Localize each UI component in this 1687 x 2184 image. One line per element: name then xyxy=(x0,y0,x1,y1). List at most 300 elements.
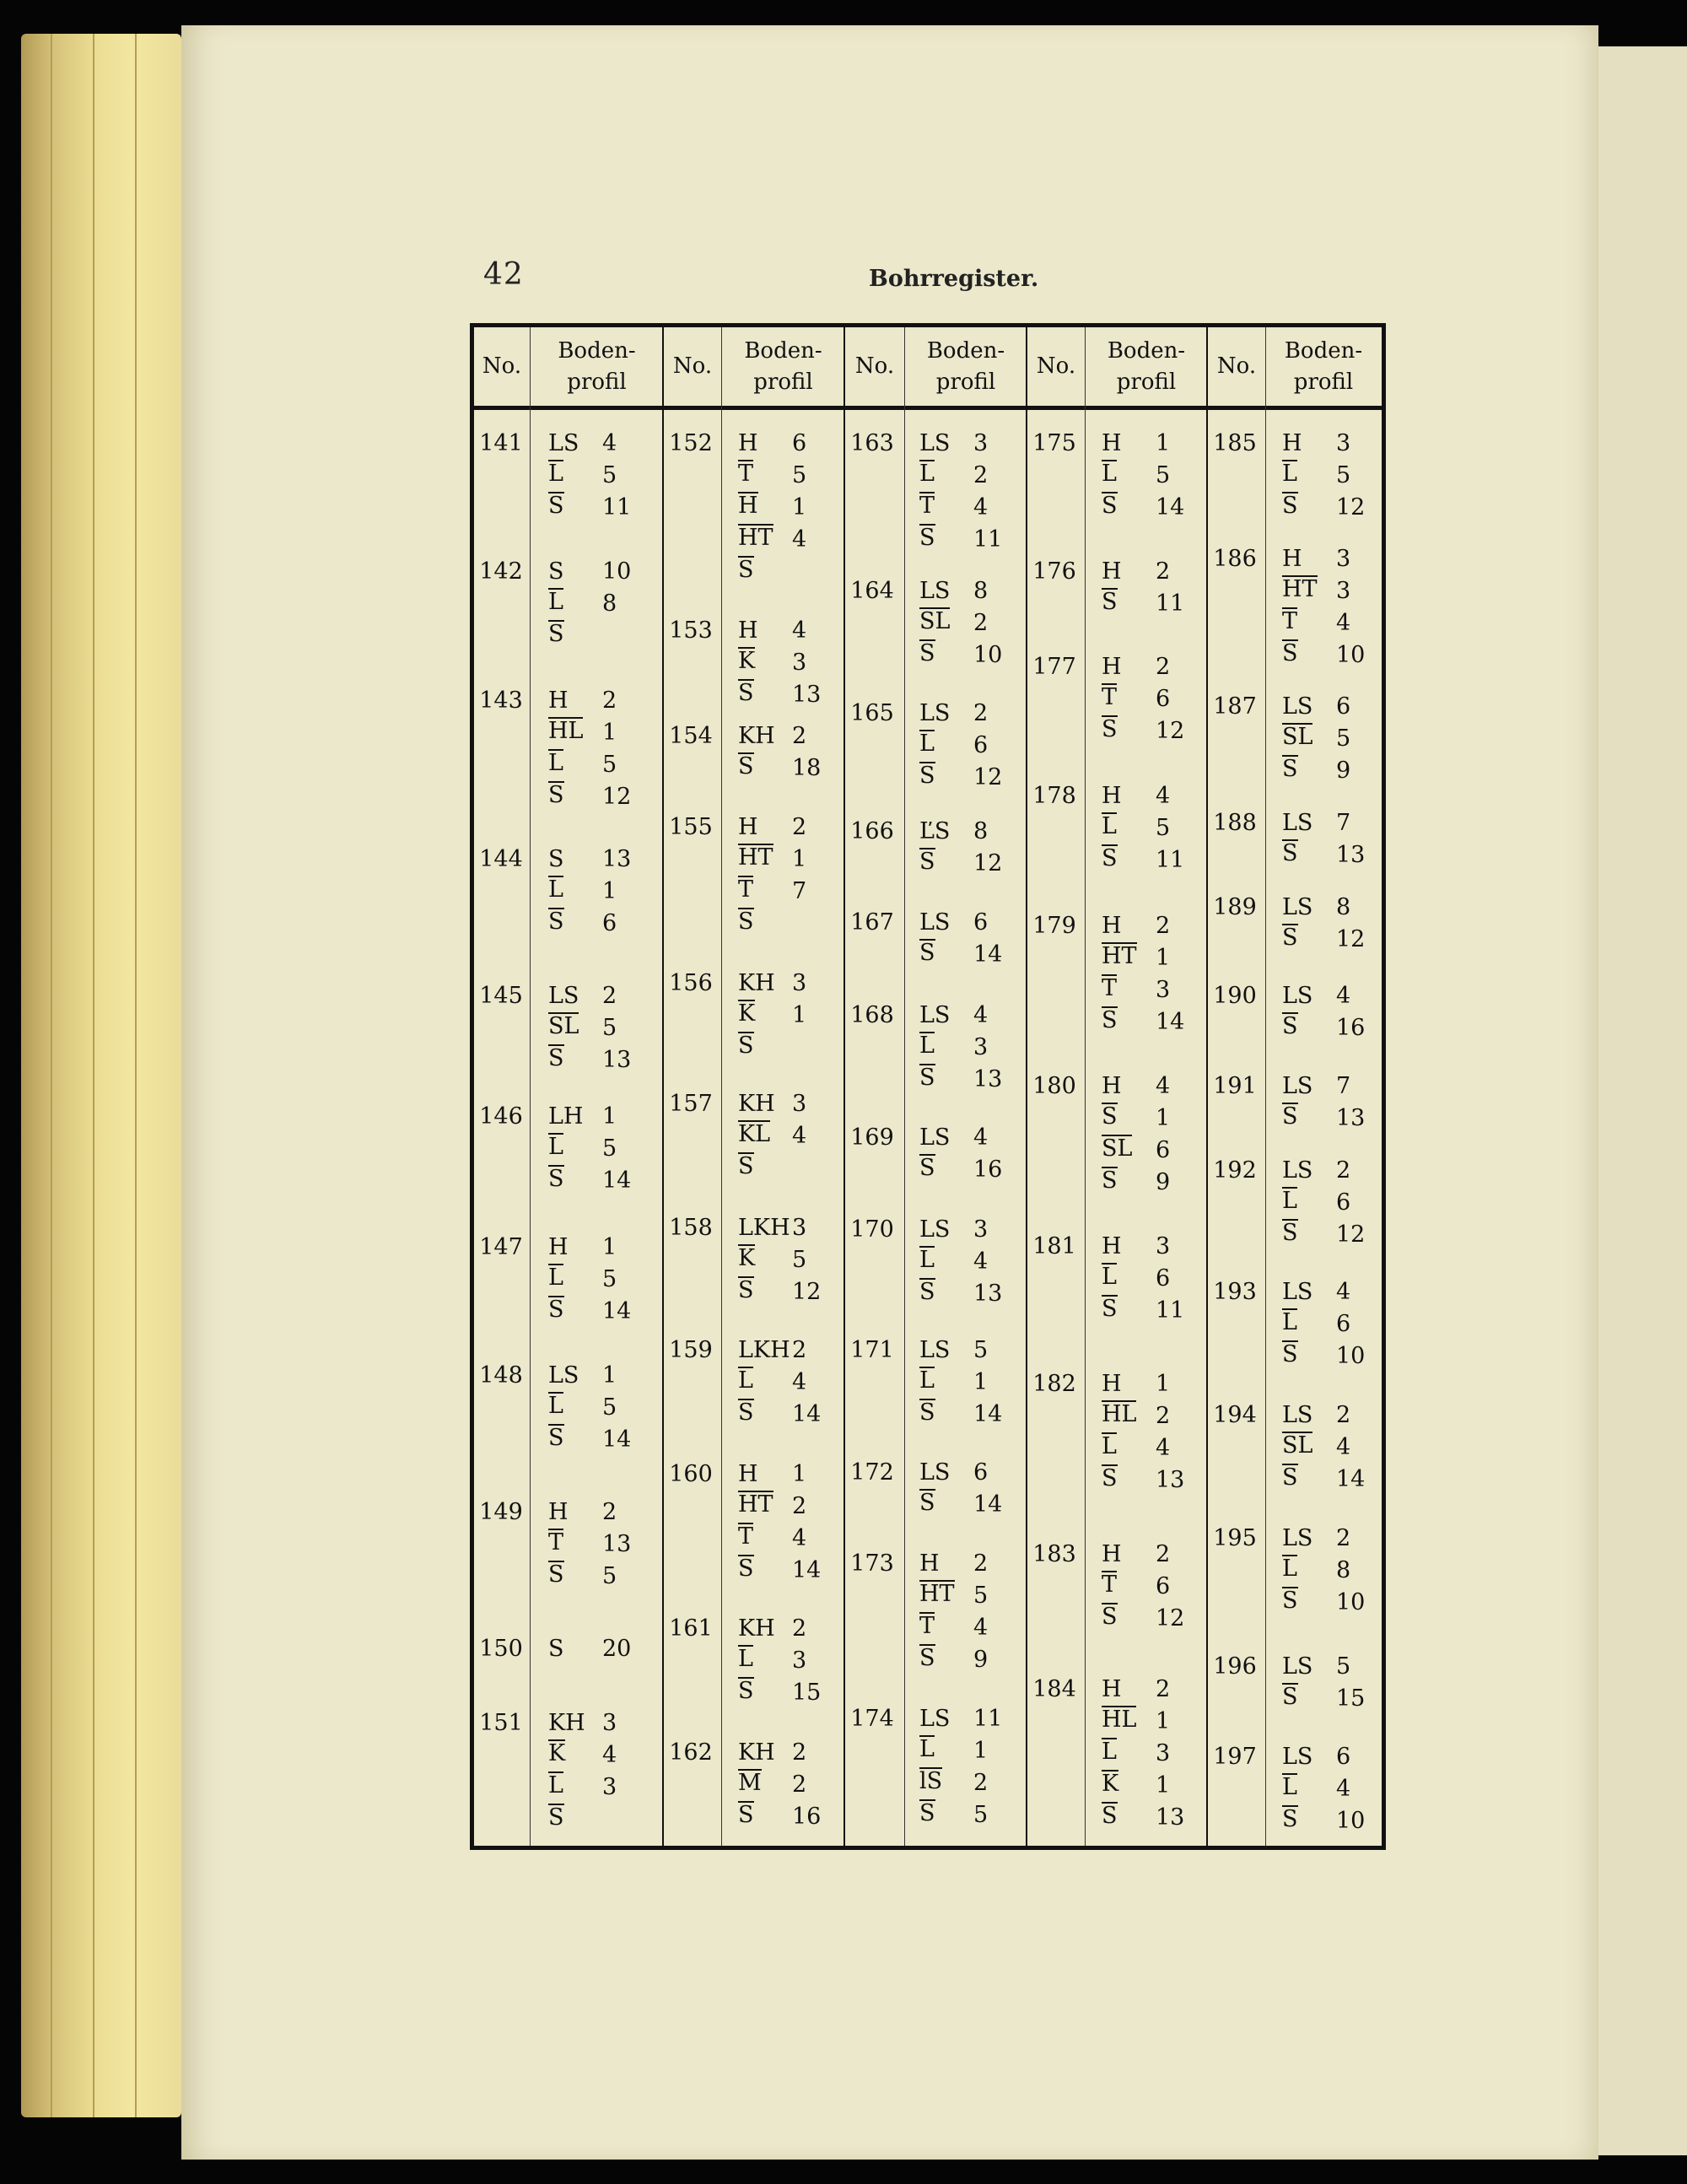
layer-symbol: LS xyxy=(1282,693,1313,720)
profile-layer xyxy=(548,1167,649,1200)
profile-layer xyxy=(548,430,649,462)
layer-depth: 3 xyxy=(1336,578,1351,604)
layer-symbol: S xyxy=(1102,493,1118,519)
layer-depth: 2 xyxy=(602,983,617,1009)
profile-layer xyxy=(1282,1744,1383,1776)
profile-layer xyxy=(1102,1541,1203,1573)
boring-number: 154 xyxy=(669,723,713,749)
layer-symbol: L xyxy=(919,1033,935,1059)
profile-layer xyxy=(548,590,649,623)
soil-profile xyxy=(548,846,649,942)
header-boden: Boden- xyxy=(744,338,822,364)
boring-number: 150 xyxy=(479,1636,523,1662)
layer-depth: 12 xyxy=(1336,926,1366,952)
profile-layer xyxy=(1102,1605,1203,1637)
profile-layer xyxy=(1282,1776,1383,1808)
layer-depth: 4 xyxy=(1336,1279,1351,1305)
profile-layer xyxy=(548,910,649,942)
profile-layer xyxy=(1282,430,1383,462)
layer-symbol: LS xyxy=(548,430,579,456)
profile-layer xyxy=(548,1806,649,1838)
soil-profile xyxy=(738,1337,839,1433)
layer-symbol: LS xyxy=(919,1002,951,1028)
header-bodenprofil xyxy=(721,327,845,406)
soil-profile xyxy=(919,1124,1021,1189)
layer-depth: 20 xyxy=(602,1636,632,1662)
layer-depth: 5 xyxy=(602,1135,617,1162)
layer-depth: 14 xyxy=(1336,1466,1366,1492)
profile-layer xyxy=(919,1337,1021,1369)
layer-depth: 14 xyxy=(602,1426,632,1453)
layer-depth: 5 xyxy=(1156,462,1171,488)
layer-symbol: S xyxy=(1102,845,1118,871)
layer-symbol: H xyxy=(1102,783,1122,809)
boring-number: 142 xyxy=(479,558,523,585)
profile-layer xyxy=(919,764,1021,796)
layer-symbol: L xyxy=(919,1367,935,1394)
layer-symbol: L xyxy=(548,750,563,776)
layer-depth: 5 xyxy=(602,1394,617,1421)
layer-symbol: S xyxy=(1282,640,1298,666)
boring-number: 155 xyxy=(669,814,713,840)
layer-depth: 5 xyxy=(1156,815,1171,841)
profile-layer xyxy=(919,1248,1021,1281)
layer-depth: 2 xyxy=(792,1493,807,1519)
layer-depth: 13 xyxy=(973,1066,1003,1092)
layer-symbol: S xyxy=(738,1399,754,1426)
layer-symbol: L xyxy=(1282,1556,1297,1582)
soil-profile xyxy=(919,1706,1021,1834)
layer-depth: 7 xyxy=(1336,1073,1351,1099)
profile-layer xyxy=(919,1124,1021,1157)
boring-number: 197 xyxy=(1213,1744,1257,1770)
profile-layer xyxy=(548,1135,649,1167)
layer-depth: 14 xyxy=(602,1298,632,1324)
profile-layer xyxy=(1282,693,1383,725)
boring-number: 183 xyxy=(1032,1541,1076,1567)
layer-depth: 3 xyxy=(792,1091,807,1117)
layer-symbol: L xyxy=(548,461,563,487)
layer-symbol: S xyxy=(919,1399,935,1426)
profile-layer xyxy=(1102,913,1203,945)
layer-symbol: S xyxy=(1282,1341,1298,1367)
layer-depth: 12 xyxy=(1156,1605,1185,1631)
profile-layer xyxy=(1102,1233,1203,1265)
soil-profile xyxy=(1102,1541,1203,1637)
layer-depth: 2 xyxy=(792,1739,807,1766)
profile-layer xyxy=(1282,1434,1383,1466)
boring-number: 192 xyxy=(1213,1157,1257,1184)
number-column-rule xyxy=(904,327,905,1846)
layer-symbol: S xyxy=(1282,1013,1298,1039)
layer-depth: 6 xyxy=(792,430,807,456)
layer-symbol: S xyxy=(738,1153,754,1179)
soil-profile xyxy=(1282,1653,1383,1718)
layer-depth: 9 xyxy=(1156,1169,1171,1195)
header-rule xyxy=(470,406,1386,410)
layer-depth: 3 xyxy=(792,650,807,676)
header-bodenprofil xyxy=(1265,327,1382,406)
layer-symbol: LS xyxy=(548,1362,579,1389)
profile-layer xyxy=(919,1216,1021,1248)
layer-depth: 3 xyxy=(602,1710,617,1736)
profile-layer xyxy=(548,1266,649,1298)
layer-symbol: LS xyxy=(548,983,579,1009)
number-column-rule xyxy=(1085,327,1086,1846)
profile-layer xyxy=(919,818,1021,850)
layer-symbol: T xyxy=(1102,975,1118,1001)
soil-profile xyxy=(1102,1371,1203,1499)
page-edge-line xyxy=(51,34,52,2117)
layer-symbol: T xyxy=(738,1523,754,1550)
layer-symbol: ĽS xyxy=(919,818,951,844)
layer-depth: 11 xyxy=(1156,847,1185,873)
profile-layer xyxy=(548,1298,649,1330)
layer-depth: 4 xyxy=(792,1369,807,1395)
profile-layer xyxy=(548,846,649,878)
boring-number: 191 xyxy=(1213,1073,1257,1099)
profile-layer xyxy=(1102,1265,1203,1297)
layer-depth: 5 xyxy=(1336,725,1351,752)
profile-layer xyxy=(1282,842,1383,874)
profile-layer xyxy=(548,494,649,526)
profile-layer xyxy=(548,1015,649,1047)
layer-symbol: S xyxy=(1102,1103,1118,1130)
layer-symbol: HT xyxy=(738,1491,773,1518)
layer-symbol: T xyxy=(1102,1572,1118,1598)
profile-layer xyxy=(548,1710,649,1742)
layer-symbol: S xyxy=(548,1804,564,1831)
layer-symbol: LS xyxy=(1282,894,1313,920)
layer-symbol: S xyxy=(1282,493,1298,519)
layer-depth: 13 xyxy=(602,1047,632,1073)
layer-symbol: L xyxy=(738,1367,753,1394)
profile-layer xyxy=(738,1215,839,1247)
layer-depth: 2 xyxy=(1156,654,1171,680)
layer-symbol: SL xyxy=(1282,724,1313,750)
soil-profile xyxy=(1282,983,1383,1047)
profile-layer xyxy=(738,1123,839,1155)
layer-depth: 12 xyxy=(602,784,632,810)
layer-symbol: LS xyxy=(1282,1402,1313,1428)
boring-number: 164 xyxy=(850,578,894,604)
profile-layer xyxy=(1102,1573,1203,1605)
profile-layer xyxy=(919,1738,1021,1770)
layer-symbol: S xyxy=(548,1425,564,1451)
profile-layer xyxy=(548,1234,649,1266)
boring-number: 190 xyxy=(1213,983,1257,1009)
layer-depth: 2 xyxy=(792,1337,807,1363)
layer-symbol: L xyxy=(1102,1264,1117,1290)
soil-profile xyxy=(548,1362,649,1459)
profile-layer xyxy=(1282,926,1383,958)
profile-layer xyxy=(738,1771,839,1804)
boring-number: 145 xyxy=(479,983,523,1009)
profile-layer xyxy=(548,1531,649,1563)
boring-number: 161 xyxy=(669,1615,713,1642)
layer-symbol: HL xyxy=(548,718,584,744)
profile-layer xyxy=(919,526,1021,558)
header-bodenprofil xyxy=(530,327,664,406)
number-column-rule xyxy=(1265,327,1266,1846)
layer-symbol: LS xyxy=(919,578,951,604)
layer-symbol: L xyxy=(548,1772,563,1798)
boring-number: 147 xyxy=(479,1234,523,1260)
layer-depth: 1 xyxy=(973,1738,989,1764)
boring-number: 144 xyxy=(479,846,523,872)
layer-symbol: LS xyxy=(1282,1653,1313,1680)
profile-layer xyxy=(919,1802,1021,1834)
layer-symbol: HT xyxy=(919,1581,955,1607)
layer-symbol: L xyxy=(919,461,935,487)
layer-depth: 12 xyxy=(973,764,1003,790)
layer-symbol: S xyxy=(738,1678,754,1704)
profile-layer xyxy=(548,558,649,590)
layer-depth: 4 xyxy=(1336,1776,1351,1802)
boring-number: 178 xyxy=(1032,783,1076,809)
layer-symbol: H xyxy=(738,1461,758,1487)
layer-symbol: H xyxy=(548,1234,569,1260)
layer-symbol: SL xyxy=(919,608,951,634)
layer-symbol: LS xyxy=(1282,1073,1313,1099)
profile-layer xyxy=(738,1557,839,1589)
facing-page-edge xyxy=(1597,46,1687,2155)
layer-symbol: S xyxy=(548,1636,564,1662)
layer-symbol: S xyxy=(919,1279,935,1305)
layer-depth: 12 xyxy=(792,1279,822,1305)
profile-layer xyxy=(1102,977,1203,1009)
profile-layer xyxy=(919,1157,1021,1189)
layer-symbol: H xyxy=(1102,654,1122,680)
layer-depth: 7 xyxy=(1336,810,1351,836)
profile-layer xyxy=(1102,1772,1203,1804)
layer-symbol: SL xyxy=(1282,1432,1313,1459)
layer-depth: 4 xyxy=(973,494,989,520)
layer-depth: 13 xyxy=(1156,1804,1185,1831)
profile-layer xyxy=(1102,1169,1203,1201)
layer-depth: 10 xyxy=(1336,1589,1366,1615)
boring-number: 179 xyxy=(1032,913,1076,939)
layer-depth: 11 xyxy=(602,494,632,520)
layer-symbol: H xyxy=(738,814,758,840)
layer-depth: 2 xyxy=(1156,558,1171,585)
soil-profile xyxy=(548,1103,649,1200)
layer-symbol: S xyxy=(919,763,935,789)
profile-layer xyxy=(1102,1105,1203,1137)
header-profil: profil xyxy=(1293,369,1354,395)
layer-symbol: L xyxy=(548,876,563,903)
soil-profile xyxy=(919,1002,1021,1098)
layer-depth: 3 xyxy=(792,970,807,996)
profile-layer xyxy=(1282,810,1383,842)
layer-depth: 3 xyxy=(973,1216,989,1243)
layer-symbol: H xyxy=(738,493,758,519)
layer-depth: 2 xyxy=(792,1771,807,1798)
layer-depth: 13 xyxy=(792,682,822,708)
profile-layer xyxy=(1102,718,1203,750)
layer-symbol: S xyxy=(738,1277,754,1303)
layer-depth: 4 xyxy=(1336,1434,1351,1460)
page-edge-line xyxy=(93,34,94,2117)
profile-layer xyxy=(1282,983,1383,1015)
layer-depth: 4 xyxy=(973,1248,989,1275)
layer-depth: 2 xyxy=(602,688,617,714)
boring-number: 167 xyxy=(850,909,894,936)
layer-depth: 3 xyxy=(973,1034,989,1060)
layer-depth: 3 xyxy=(792,1647,807,1674)
boring-number: 165 xyxy=(850,700,894,726)
layer-depth: 6 xyxy=(1156,1265,1171,1292)
layer-symbol: KH xyxy=(738,970,775,996)
layer-symbol: L xyxy=(548,589,563,615)
layer-symbol: T xyxy=(1282,608,1298,634)
profile-layer xyxy=(738,650,839,682)
layer-depth: 5 xyxy=(792,1247,807,1273)
profile-layer xyxy=(738,430,839,462)
profile-layer xyxy=(548,1499,649,1531)
profile-layer xyxy=(1282,1279,1383,1311)
soil-profile xyxy=(919,1337,1021,1433)
soil-profile xyxy=(738,1215,839,1311)
layer-depth: 12 xyxy=(1336,1221,1366,1248)
profile-layer xyxy=(738,558,839,590)
layer-depth: 12 xyxy=(1156,718,1185,744)
layer-depth: 14 xyxy=(973,1491,1003,1518)
boring-number: 157 xyxy=(669,1091,713,1117)
boring-number: 148 xyxy=(479,1362,523,1389)
boring-number: 175 xyxy=(1032,430,1076,456)
profile-layer xyxy=(1282,1402,1383,1434)
soil-profile xyxy=(548,1710,649,1838)
header-boden: Boden- xyxy=(558,338,636,364)
boring-number: 182 xyxy=(1032,1371,1076,1397)
profile-layer xyxy=(919,642,1021,674)
layer-symbol: LS xyxy=(919,1459,951,1486)
profile-layer xyxy=(738,682,839,714)
layer-depth: 4 xyxy=(792,526,807,553)
boring-number: 156 xyxy=(669,970,713,996)
layer-symbol: S xyxy=(919,849,935,875)
layer-symbol: S xyxy=(1102,589,1118,615)
layer-depth: 18 xyxy=(792,755,822,781)
profile-layer xyxy=(919,1281,1021,1313)
layer-depth: 14 xyxy=(602,1167,632,1194)
layer-symbol: S xyxy=(1102,1604,1118,1630)
layer-symbol: SL xyxy=(1102,1135,1133,1162)
profile-layer xyxy=(548,1394,649,1426)
layer-symbol: H xyxy=(919,1550,940,1577)
layer-symbol: H xyxy=(1102,1541,1122,1567)
profile-layer xyxy=(548,1563,649,1595)
header-profil: profil xyxy=(1116,369,1177,395)
boring-number: 195 xyxy=(1213,1525,1257,1551)
layer-symbol: H xyxy=(1102,430,1122,456)
layer-depth: 9 xyxy=(1336,758,1351,784)
profile-layer xyxy=(738,755,839,787)
profile-layer xyxy=(1102,686,1203,718)
boring-number: 158 xyxy=(669,1215,713,1241)
profile-layer xyxy=(1102,1435,1203,1467)
layer-depth: 1 xyxy=(1156,1371,1171,1397)
layer-depth: 4 xyxy=(973,1615,989,1641)
profile-layer xyxy=(919,1706,1021,1738)
soil-profile xyxy=(1282,1525,1383,1621)
layer-depth: 13 xyxy=(602,1531,632,1557)
layer-symbol: S xyxy=(738,909,754,935)
layer-symbol: S xyxy=(548,493,564,519)
layer-symbol: HT xyxy=(1282,576,1318,602)
soil-profile xyxy=(738,1615,839,1712)
layer-depth: 14 xyxy=(792,1401,822,1427)
layer-depth: 16 xyxy=(973,1157,1003,1183)
layer-symbol: S xyxy=(1282,1464,1298,1491)
layer-depth: 14 xyxy=(1156,1009,1185,1035)
layer-depth: 13 xyxy=(1336,842,1366,868)
profile-layer xyxy=(919,1583,1021,1615)
layer-depth: 6 xyxy=(973,1459,989,1486)
layer-symbol: H xyxy=(738,430,758,456)
layer-symbol: S xyxy=(1282,1588,1298,1614)
soil-profile xyxy=(738,1091,839,1187)
layer-depth: 14 xyxy=(1156,494,1185,520)
layer-symbol: S xyxy=(1102,1007,1118,1033)
boring-number: 159 xyxy=(669,1337,713,1363)
profile-layer xyxy=(1282,1525,1383,1557)
profile-layer xyxy=(1282,1557,1383,1589)
profile-layer xyxy=(1282,1685,1383,1718)
soil-profile xyxy=(548,983,649,1079)
layer-depth: 4 xyxy=(792,1525,807,1551)
layer-symbol: H xyxy=(1102,913,1122,939)
layer-symbol: T xyxy=(738,876,754,903)
layer-symbol: L xyxy=(1102,813,1117,839)
layer-depth: 11 xyxy=(1156,590,1185,617)
layer-symbol: S xyxy=(1282,1220,1298,1246)
layer-symbol: S xyxy=(919,1645,935,1671)
profile-layer xyxy=(1102,654,1203,686)
layer-depth: 3 xyxy=(973,430,989,456)
layer-depth: 1 xyxy=(602,1103,617,1130)
boring-number: 153 xyxy=(669,617,713,644)
profile-layer xyxy=(548,1047,649,1079)
profile-layer xyxy=(548,688,649,720)
layer-symbol: S xyxy=(919,1065,935,1091)
layer-symbol: T xyxy=(1102,684,1118,710)
profile-layer xyxy=(1282,1015,1383,1047)
profile-layer xyxy=(738,1401,839,1433)
layer-symbol: S xyxy=(548,1561,564,1588)
profile-layer xyxy=(1102,590,1203,623)
layer-symbol: H xyxy=(1102,1371,1122,1397)
layer-symbol: L xyxy=(919,731,935,757)
profile-layer xyxy=(738,1493,839,1525)
layer-depth: 10 xyxy=(602,558,632,585)
layer-depth: 4 xyxy=(1156,1435,1171,1461)
soil-profile xyxy=(1282,894,1383,958)
layer-symbol: S xyxy=(738,753,754,779)
layer-depth: 2 xyxy=(792,1615,807,1642)
layer-depth: 2 xyxy=(1336,1402,1351,1428)
layer-symbol: S xyxy=(1102,716,1118,742)
layer-depth: 6 xyxy=(1336,1311,1351,1337)
soil-profile xyxy=(919,578,1021,674)
layer-symbol: S xyxy=(548,621,564,647)
profile-layer xyxy=(919,1034,1021,1066)
layer-depth: 6 xyxy=(1336,1189,1351,1216)
layer-symbol: S xyxy=(548,1166,564,1192)
layer-depth: 1 xyxy=(792,494,807,520)
profile-layer xyxy=(548,1362,649,1394)
